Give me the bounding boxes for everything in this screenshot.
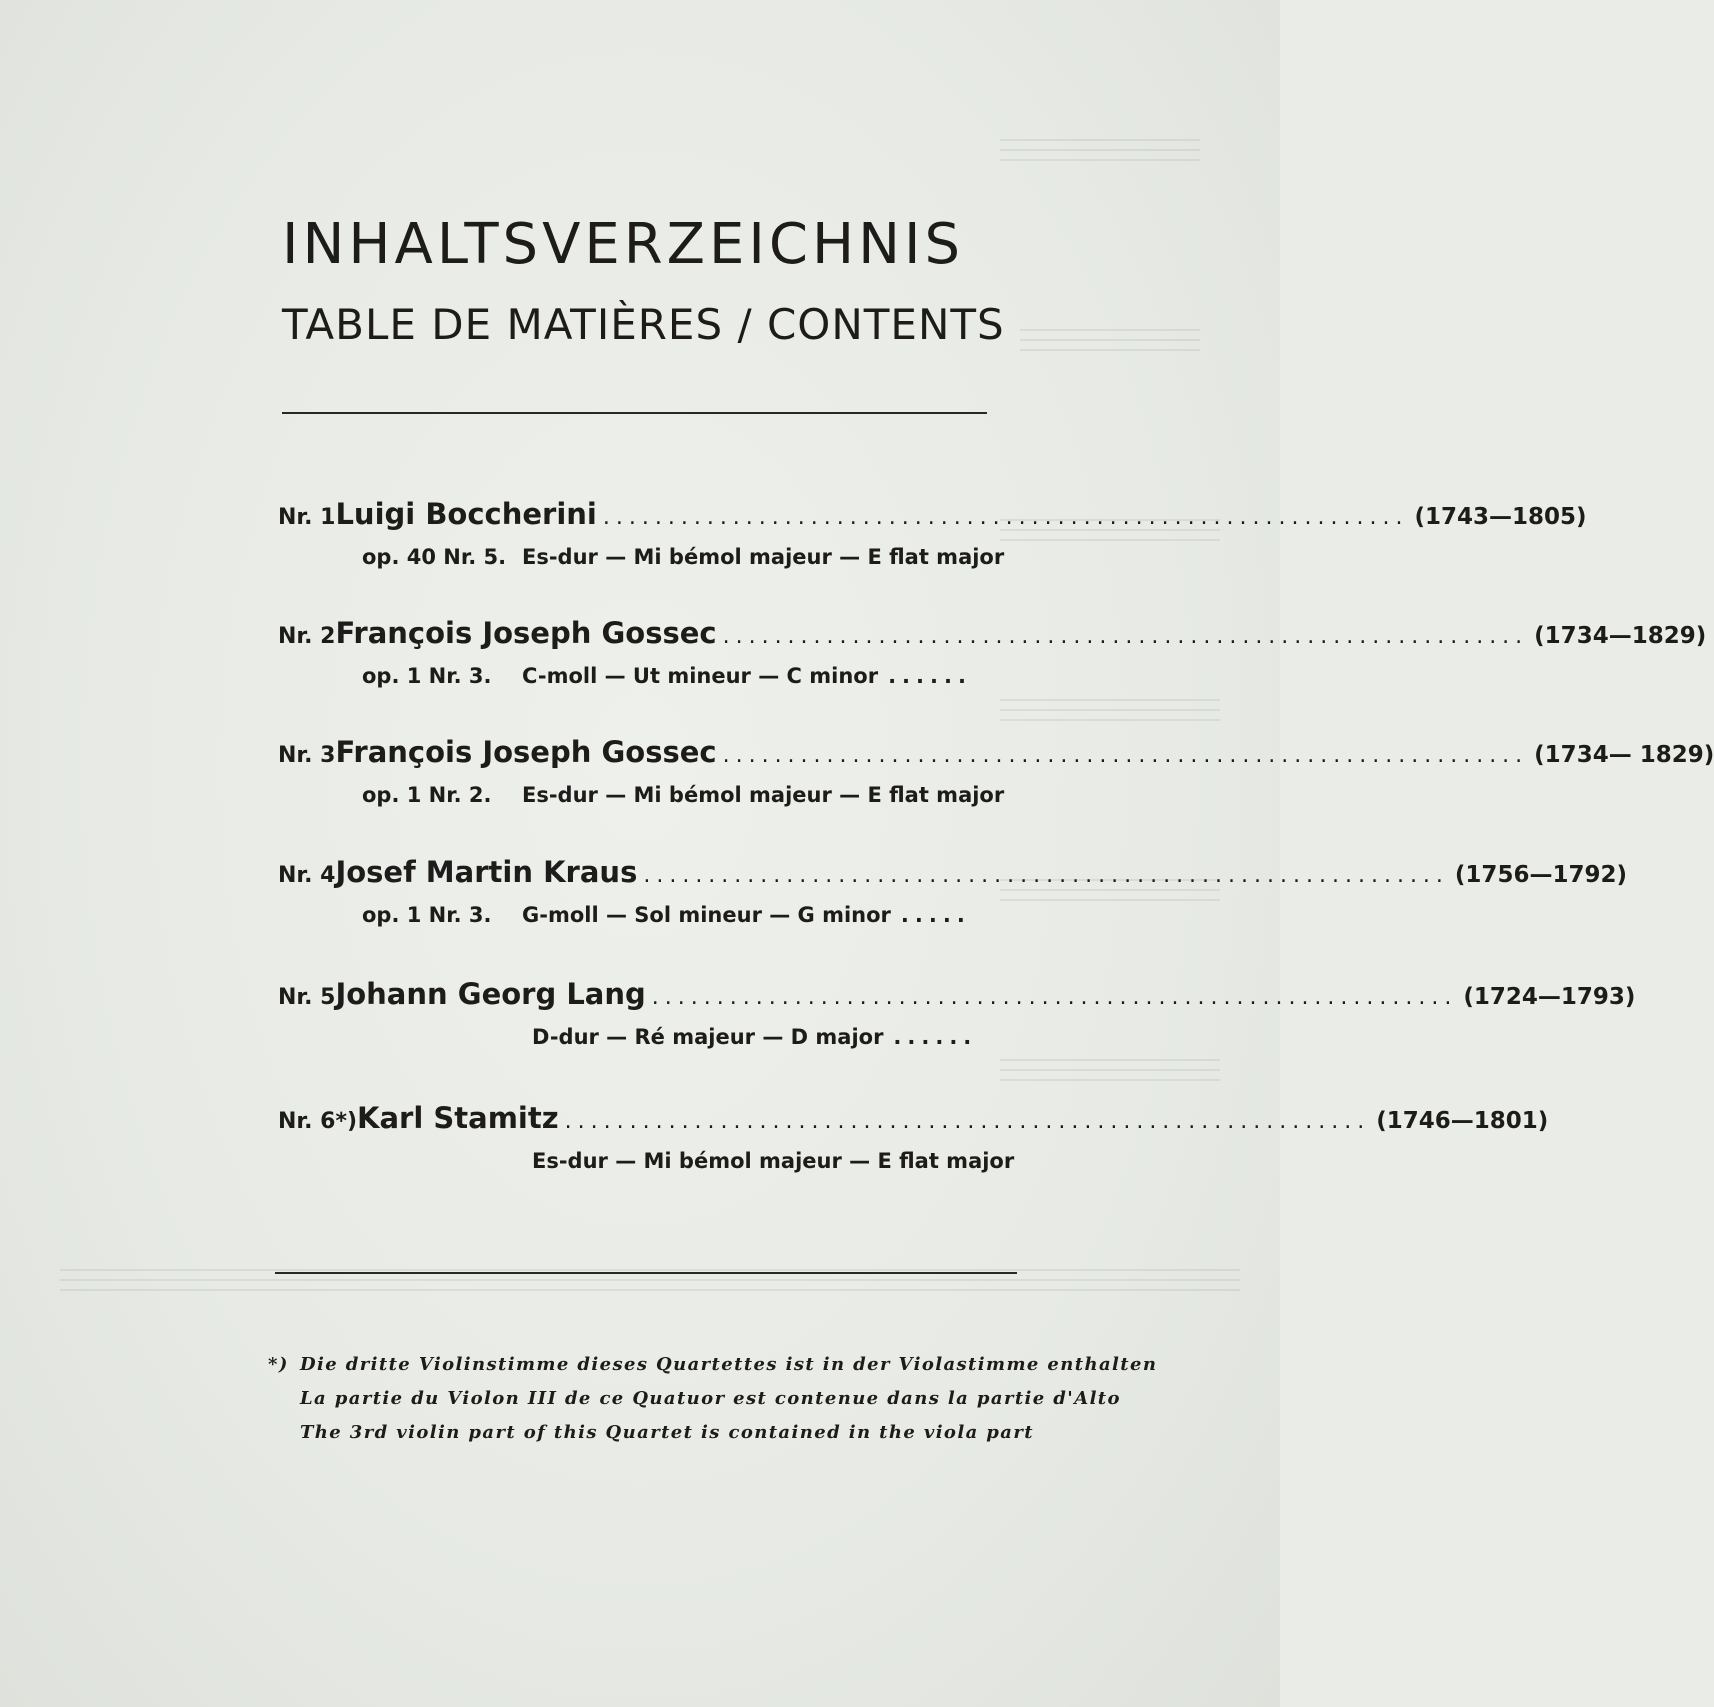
- footnote-line-french: La partie du Violon III de ce Quatuor est contenue dans la partie d'Alto: [300, 1388, 1121, 1409]
- leader-dots: ..............................................................: [564, 1109, 1371, 1134]
- footnote: [268, 1348, 1158, 1450]
- composer-dates: (1734—1829): [1534, 623, 1707, 649]
- page-subtitle: TABLE DE MATIÈRES / CONTENTS: [282, 300, 1005, 349]
- composer-dates: (1743—1805): [1414, 504, 1587, 530]
- key-signature: Es-dur — Mi bémol majeur — E flat major: [532, 1149, 1015, 1173]
- key-leader-dots: .....: [900, 903, 971, 927]
- entry-number: Nr. 6*): [278, 1109, 358, 1134]
- leader-dots: ..............................................................: [651, 985, 1458, 1010]
- entry-number: Nr. 4: [278, 863, 336, 888]
- key-signature: D-dur — Ré majeur — D major: [532, 1025, 884, 1049]
- list-item: [278, 1101, 1549, 1173]
- composer-name: François Joseph Gossec: [335, 735, 717, 769]
- footnote-mark: *): [268, 1354, 289, 1375]
- footnote-line-german: Die dritte Violinstimme dieses Quartettes ist in der Violastimme enthalten: [300, 1354, 1158, 1375]
- list-item: [278, 497, 1587, 569]
- composer-name: Johann Georg Lang: [335, 977, 646, 1011]
- list-item: [278, 855, 1627, 927]
- key-leader-dots: ......: [888, 664, 972, 688]
- leader-dots: ..............................................................: [602, 505, 1409, 530]
- composer-name: Luigi Boccherini: [335, 497, 597, 531]
- top-divider: [282, 412, 987, 414]
- composer-dates: (1734— 1829): [1534, 742, 1714, 768]
- opus-number: op. 40 Nr. 5.: [362, 545, 507, 569]
- page-title: INHALTSVERZEICHNIS: [282, 212, 965, 277]
- entry-number: Nr. 3: [278, 743, 336, 768]
- key-signature: G-moll — Sol mineur — G minor: [522, 903, 891, 927]
- list-item: [278, 616, 1707, 688]
- composer-name: Karl Stamitz: [357, 1101, 559, 1135]
- leader-dots: ..............................................................: [643, 863, 1449, 888]
- footnote-line-english: The 3rd violin part of this Quartet is contained in the viola part: [300, 1422, 1034, 1443]
- composer-name: Josef Martin Kraus: [335, 855, 638, 889]
- leader-dots: ..............................................................: [722, 624, 1529, 649]
- opus-number: op. 1 Nr. 3.: [362, 903, 492, 927]
- entry-number: Nr. 2: [278, 624, 336, 649]
- composer-name: François Joseph Gossec: [335, 616, 717, 650]
- opus-number: op. 1 Nr. 3.: [362, 664, 492, 688]
- key-signature: C-moll — Ut mineur — C minor: [522, 664, 879, 688]
- composer-dates: (1746—1801): [1376, 1108, 1549, 1134]
- key-leader-dots: ......: [893, 1025, 978, 1049]
- leader-dots: ..............................................................: [722, 743, 1529, 768]
- composer-dates: (1756—1792): [1454, 862, 1627, 888]
- key-signature: Es-dur — Mi bémol majeur — E flat major: [522, 783, 1005, 807]
- entry-number: Nr. 1: [278, 505, 336, 530]
- entry-number: Nr. 5: [278, 985, 336, 1010]
- list-item: [278, 977, 1636, 1049]
- key-signature: Es-dur — Mi bémol majeur — E flat major: [522, 545, 1005, 569]
- list-item: [278, 735, 1714, 807]
- composer-dates: (1724—1793): [1463, 984, 1636, 1010]
- opus-number: op. 1 Nr. 2.: [362, 783, 492, 807]
- bottom-divider: [275, 1272, 1017, 1274]
